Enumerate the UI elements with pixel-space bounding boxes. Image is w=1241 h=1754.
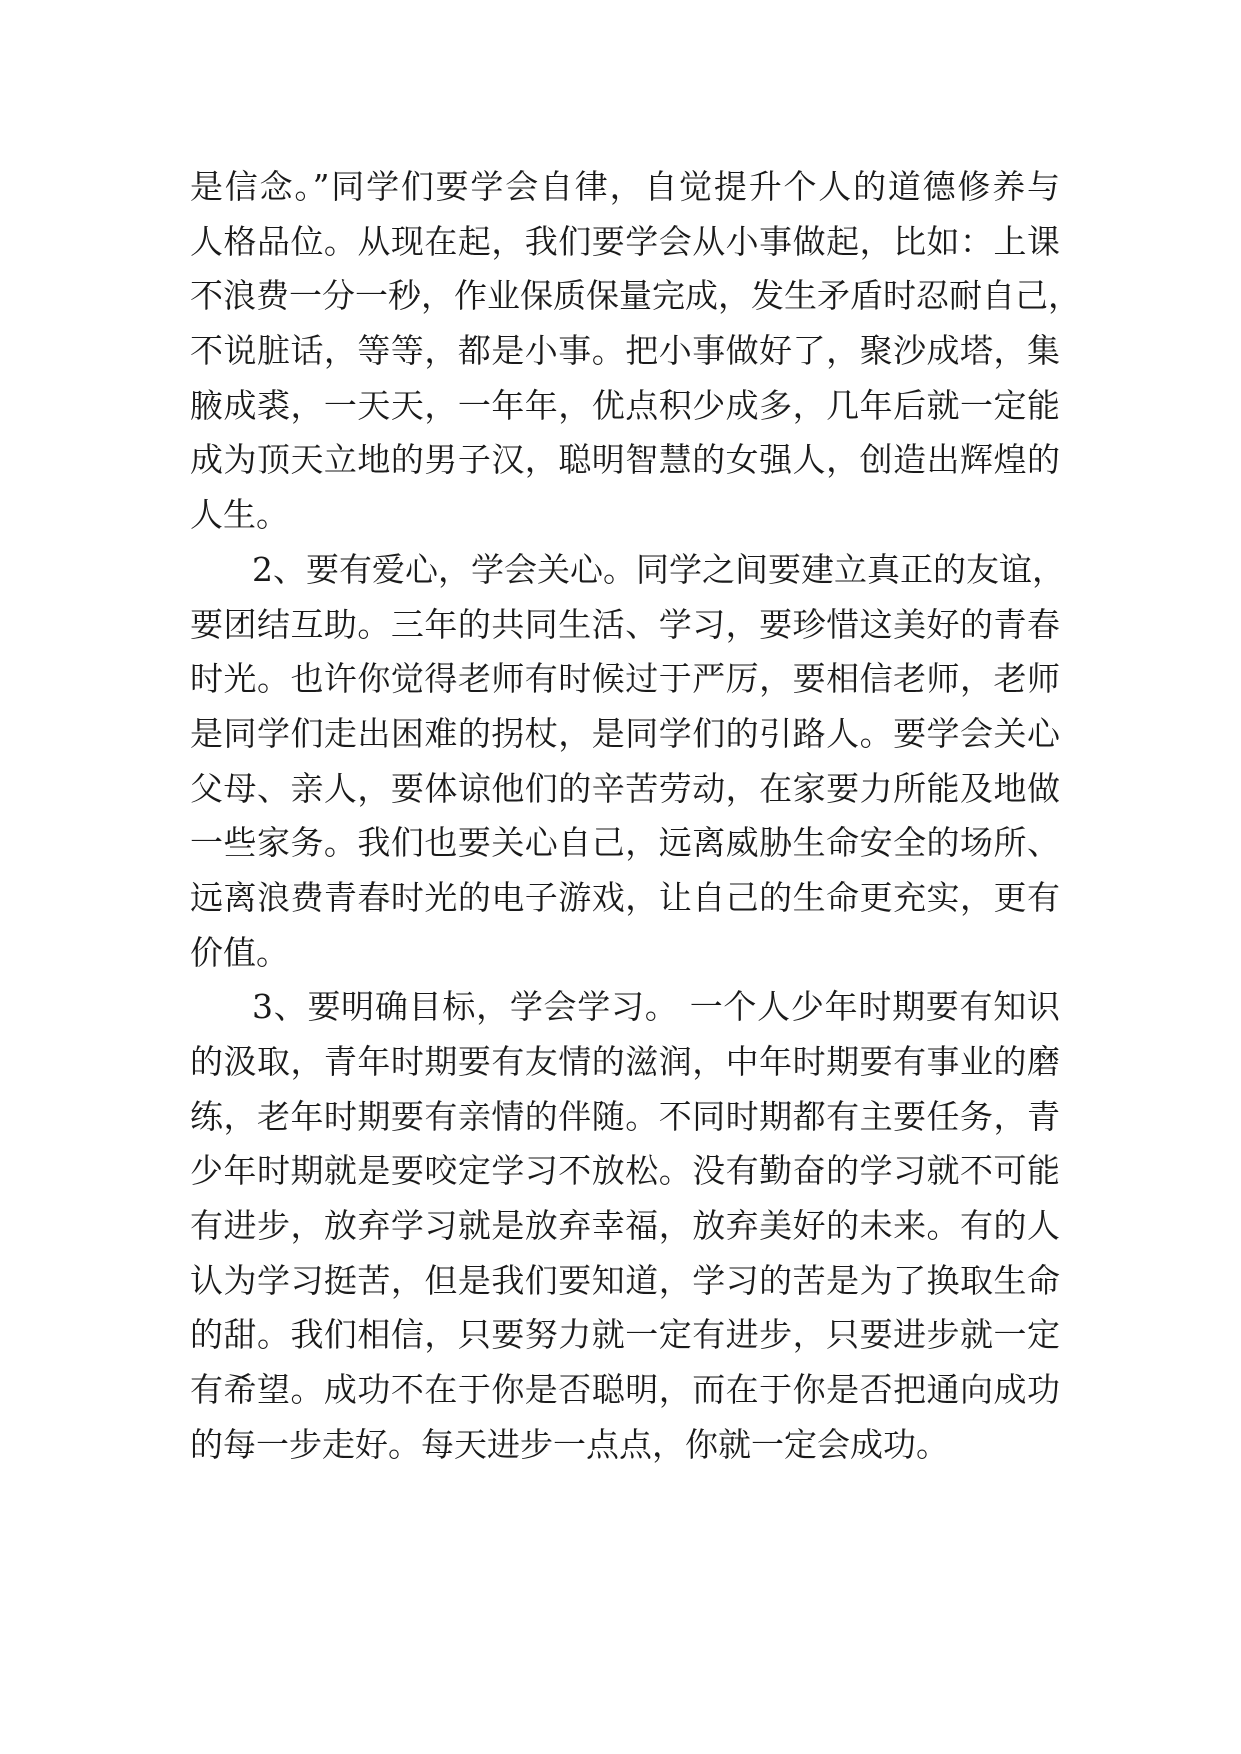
text-line: 的汲取，青年时期要有友情的滋润，中年时期要有事业的磨 <box>190 1042 1060 1081</box>
text-line: 认为学习挺苦，但是我们要知道，学习的苦是为了换取生命 <box>190 1260 1060 1300</box>
paragraph-1 <box>190 160 1081 543</box>
text-line: 有进步，放弃学习就是放弃幸福，放弃美好的未来。有的人 <box>190 1206 1060 1246</box>
text-line: 练，老年时期要有亲情的伴随。不同时期都有主要任务，青 <box>190 1096 1060 1136</box>
text-line: 不说脏话，等等，都是小事。把小事做好了，聚沙成塔，集 <box>190 331 1060 371</box>
text-line: 的每一步走好。每天进步一点点，你就一定会成功。 <box>190 1424 949 1464</box>
text-line: 成为顶天立地的男子汉，聪明智慧的女强人，创造出辉煌的 <box>190 440 1060 480</box>
paragraph-3 <box>190 980 1060 1472</box>
text-line: 不浪费一分一秒，作业保质保量完成，发生矛盾时忍耐自己， <box>190 276 1081 316</box>
text-line: 3、要明确目标，学会学习。 一个人少年时期要有知识 <box>252 987 1060 1027</box>
text-line: 远离浪费青春时光的电子游戏，让自己的生命更充实，更有 <box>190 877 1060 917</box>
paragraph-2 <box>190 543 1065 981</box>
text-line: 一些家务。我们也要关心自己，远离威胁生命安全的场所、 <box>190 823 1060 863</box>
text-line: 父母、亲人，要体谅他们的辛苦劳动，在家要力所能及地做 <box>190 768 1060 808</box>
text-line: 腋成裘，一天天，一年年，优点积少成多，几年后就一定能 <box>190 385 1060 425</box>
text-line: 时光。也许你觉得老师有时候过于严厉，要相信老师，老师 <box>190 659 1060 699</box>
text-line: 少年时期就是要咬定学习不放松。没有勤奋的学习就不可能 <box>190 1151 1060 1191</box>
text-line: 人生。 <box>190 495 289 535</box>
text-line: 是同学们走出困难的拐杖，是同学们的引路人。要学会关心 <box>190 713 1060 753</box>
text-line: 要团结互助。三年的共同生活、学习，要珍惜这美好的青春 <box>190 604 1060 644</box>
text-line: 有希望。成功不在于你是否聪明，而在于你是否把通向成功 <box>190 1370 1060 1410</box>
text-line: 的甜。我们相信，只要努力就一定有进步，只要进步就一定 <box>190 1315 1060 1355</box>
text-line: 价值。 <box>190 932 289 972</box>
text-line: 2、要有爱心，学会关心。同学之间要建立真正的友谊， <box>252 549 1065 589</box>
text-line: 是信念。”同学们要学会自律，自觉提升个人的道德修养与 <box>190 167 1060 206</box>
document-body <box>190 160 1081 1473</box>
text-line: 人格品位。从现在起，我们要学会从小事做起，比如：上课 <box>190 221 1060 261</box>
